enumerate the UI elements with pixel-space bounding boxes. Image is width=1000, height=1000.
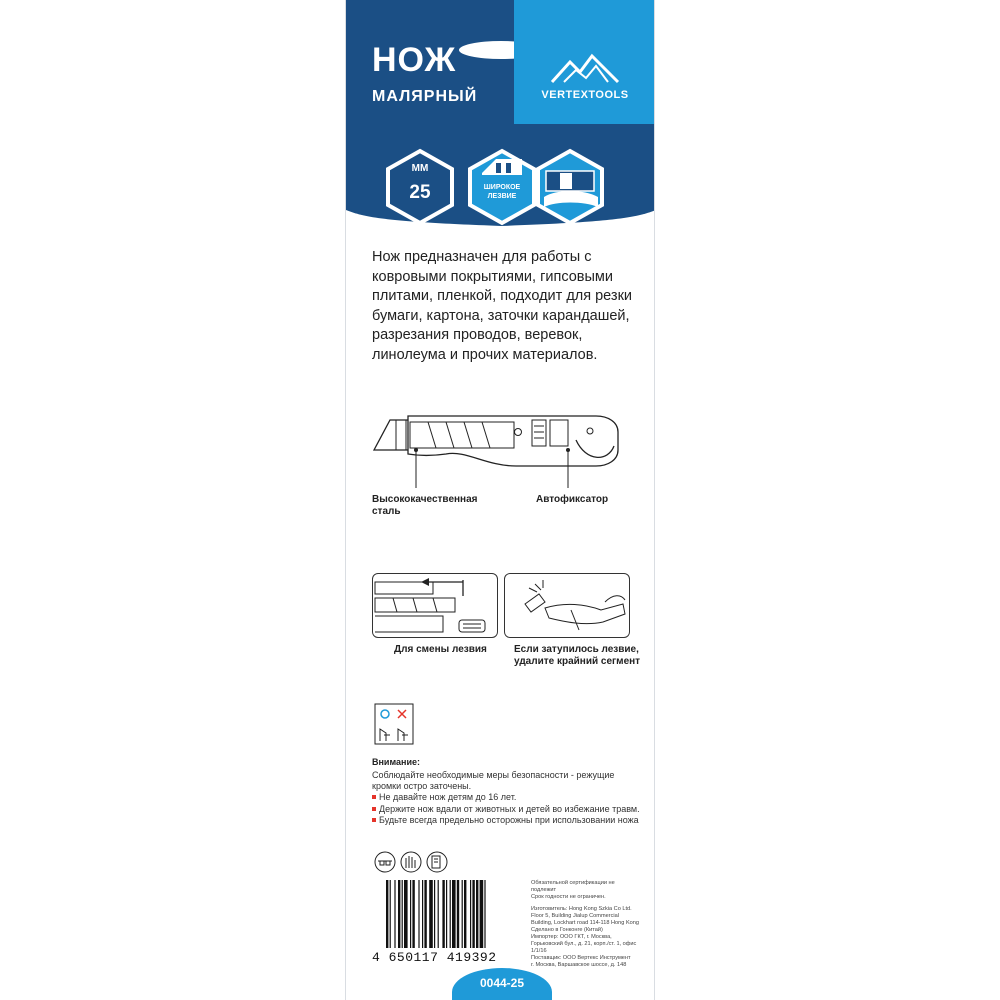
barcode-stripe [470,880,471,948]
steel-label-line1: Высококачественная [372,494,478,505]
barcode-bars [384,880,529,952]
product-card [345,0,655,1000]
manufacturer-line: Building, Lockhart road 114-118 Hong Kong [531,920,640,926]
mountain-logo-icon [514,0,655,124]
barcode-stripe [450,880,451,948]
barcode-stripe [412,880,414,948]
warning-item: Держите нож вдали от животных и детей во избежание травм. [372,804,642,816]
barcode-stripe [446,880,447,948]
manufacturer-info [531,906,649,969]
barcode-number: 4 650117 419392 [372,950,497,965]
wide-blade-label [474,183,530,201]
barcode-stripe [464,880,466,948]
certification-info [531,880,646,901]
gloves-icon [401,852,421,872]
barcode-stripe [394,880,395,948]
lock-mechanism-icon [544,171,598,207]
steel-label [372,494,477,518]
steel-label-line2: сталь [372,506,401,517]
barcode-stripe [480,880,484,948]
dull-blade-illustration [505,574,631,639]
barcode-stripe [484,880,485,948]
manufacturer-line: 1/1/16 [531,948,547,954]
instruction-manual-icon [427,852,447,872]
warning-item: Будьте всегда предельно осторожны при использовании ножа [372,815,642,827]
barcode-stripe [452,880,456,948]
product-description: Нож предназначен для работы с ковровыми покрытиями, гипсовыми плитами, пленкой, подходит для резки бумаги, картона, заточки карандашей, разрезания проводов, веревок, линолеума и прочих материалов. [372,249,633,363]
manufacturer-line: Сделано в Гонконге (Китай) [531,927,603,933]
manufacturer-line: Горьковский бул., д. 21, корп./ст. 1, офис [531,941,637,947]
brand-box [514,0,655,124]
manufacturer-line: Изготовитель: Hong Kong Szkia Co Ltd. [531,906,632,912]
certification-line: Обязательной сертификации не [531,880,615,886]
wide-blade-label-line2: ЛЕЗВИЕ [487,193,517,200]
size-unit: ММ [411,163,429,174]
change-blade-panel [372,573,498,638]
sku-tab [452,968,552,1000]
warning-list [372,792,642,827]
barcode-stripe [438,880,439,948]
change-blade-caption: Для смены лезвия [394,644,487,655]
sku-code: 0044-25 [479,976,525,990]
certification-line: подлежит [531,887,557,893]
safety-glasses-icon [375,852,395,872]
dull-blade-caption [514,644,640,668]
wide-blade-label-line1: ШИРОКОЕ [483,184,521,191]
barcode-stripe [390,880,391,948]
certification-line: Срок годности не ограничен. [531,894,606,900]
barcode-stripe [398,880,400,948]
barcode-stripe [462,880,463,948]
manufacturer-line: Импортер: ООО ГКТ, г. Москва, [531,934,612,940]
barcode-stripe [429,880,433,948]
manufacturer-line: г. Москва, Варшавское шоссе, д. 148 [531,962,627,968]
warning-text: Соблюдайте необходимые меры безопасности - режущие кромки остро заточены. [372,770,615,791]
product-subtitle: МАЛЯРНЫЙ [372,88,478,105]
barcode-stripe [402,880,403,948]
manufacturer-line: Floor 5, Building Jialup Commercial [531,913,619,919]
header [346,0,655,230]
barcode-stripe [457,880,459,948]
barcode-stripe [422,880,423,948]
barcode-stripe [404,880,408,948]
lock-label: Автофиксатор [536,494,609,505]
barcode-stripe [434,880,435,948]
brand-name: VERTEXTOOLS [541,89,629,101]
barcode-stripe [424,880,426,948]
knife-diagram [346,400,655,490]
barcode-stripe [442,880,444,948]
warning-title: Внимание: [372,757,420,767]
manufacturer-line: Поставщик: ООО Вертекс Инструмент [531,955,631,961]
product-title: НОЖ [372,41,457,79]
barcode-stripe [472,880,474,948]
size-value: 25 [409,182,431,203]
dull-blade-panel [504,573,630,638]
barcode-stripe [386,880,388,948]
warning-item: Не давайте нож детям до 16 лет. [372,792,642,804]
safety-symbol [374,703,414,745]
dull-blade-caption-line1: Если затупилось лезвие, [514,644,639,655]
ppe-icons [374,850,454,874]
barcode-stripe [418,880,419,948]
barcode-stripe [410,880,411,948]
barcode-stripe [476,880,478,948]
dull-blade-caption-line2: удалите крайний сегмент [514,656,641,667]
change-blade-illustration [373,574,499,639]
